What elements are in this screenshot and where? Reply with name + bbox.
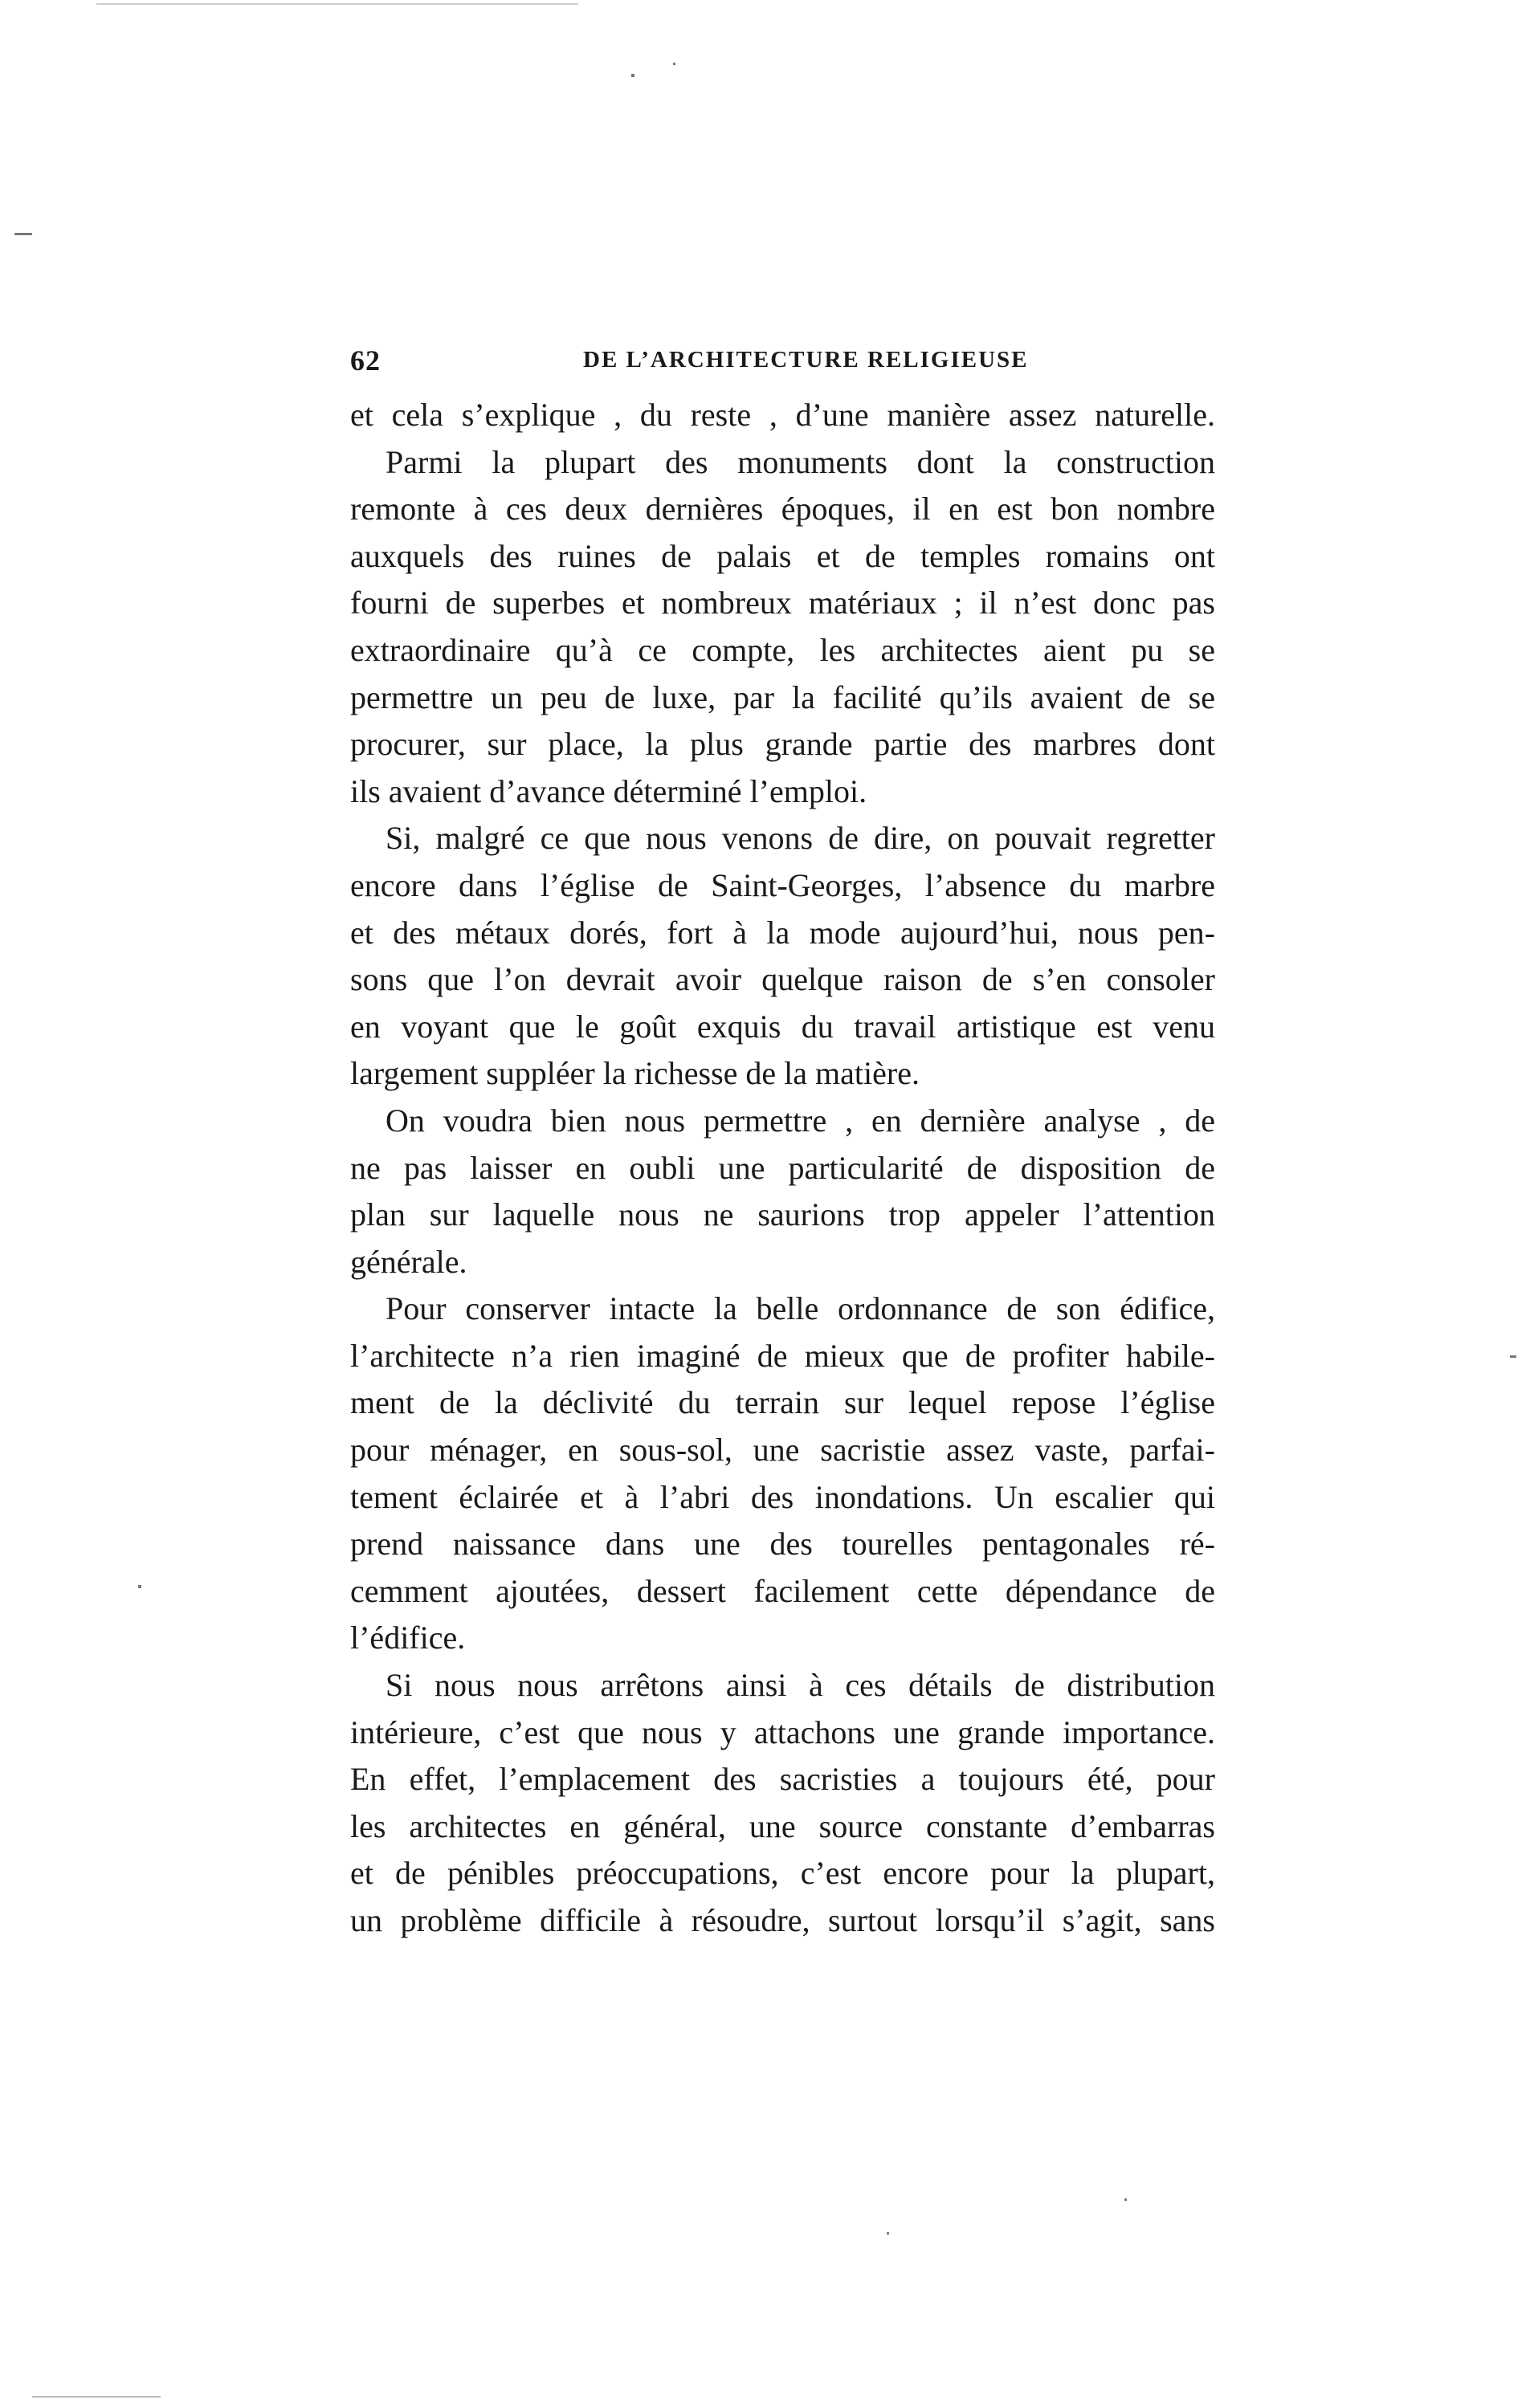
text-line: Pour conserver intacte la belle ordonnance de son édifice,	[386, 1290, 1215, 1327]
text-line: en voyant que le goût exquis du travail artistique est venu	[350, 1008, 1215, 1045]
text-line: encore dans l’église de Saint-Georges, l’absence du marbre	[350, 866, 1215, 903]
scan-speck	[14, 233, 32, 235]
text-line: l’édifice.	[350, 1620, 466, 1656]
scan-speck	[1124, 2198, 1127, 2201]
text-line: Si nous nous arrêtons ainsi à ces détails de distribution	[386, 1667, 1215, 1704]
text-line: procurer, sur place, la plus grande partie des marbres dont	[350, 726, 1215, 763]
running-title: DE L’ARCHITECTURE RELIGIEUSE	[583, 347, 1029, 373]
text-line: prend naissance dans une des tourelles pentagonales ré-	[350, 1526, 1215, 1563]
scan-speck	[887, 2232, 889, 2235]
text-line: pour ménager, en sous-sol, une sacristie assez vaste, parfai-	[350, 1432, 1215, 1469]
text-line: et des métaux dorés, fort à la mode aujourd’hui, nous pen-	[350, 914, 1215, 951]
text-line: tement éclairée et à l’abri des inondations. Un escalier qui	[350, 1478, 1215, 1515]
body-text	[350, 392, 1215, 1945]
text-line: et de pénibles préoccupations, c’est encore pour la plupart,	[350, 1855, 1215, 1892]
text-line: cemment ajoutées, dessert facilement cette dépendance de	[350, 1572, 1215, 1609]
text-line: l’architecte n’a rien imaginé de mieux que de profiter habile-	[350, 1337, 1215, 1374]
text-line: fourni de superbes et nombreux matériaux ; il n’est donc pas	[350, 585, 1215, 621]
text-line: Parmi la plupart des monuments dont la construction	[386, 443, 1215, 480]
scan-speck	[138, 1585, 141, 1588]
scan-speck	[631, 74, 634, 77]
text-line: auxquels des ruines de palais et de temples romains ont	[350, 537, 1215, 574]
text-line: extraordinaire qu’à ce compte, les architectes aient pu se	[350, 631, 1215, 668]
text-line: remonte à ces deux dernières époques, il en est bon nombre	[350, 491, 1215, 528]
text-line: sons que l’on devrait avoir quelque raison de s’en consoler	[350, 961, 1215, 998]
scan-speck	[96, 3, 578, 5]
text-line: permettre un peu de luxe, par la facilité qu’ils avaient de se	[350, 678, 1215, 715]
scan-speck	[32, 2396, 161, 2398]
scan-speck	[1510, 1355, 1516, 1358]
text-line: ils avaient d’avance déterminé l’emploi.	[350, 772, 867, 809]
text-line: On voudra bien nous permettre , en dernière analyse , de	[386, 1102, 1215, 1139]
scan-speck	[673, 63, 675, 65]
text-line: générale.	[350, 1243, 467, 1280]
text-line: plan sur laquelle nous ne saurions trop appeler l’attention	[350, 1196, 1215, 1233]
text-line: les architectes en général, une source constante d’embarras	[350, 1807, 1215, 1844]
text-line: En effet, l’emplacement des sacristies a toujours été, pour	[350, 1761, 1215, 1798]
text-line: ne pas laisser en oubli une particularité de disposition de	[350, 1149, 1215, 1186]
text-line: ment de la déclivité du terrain sur lequel repose l’église	[350, 1384, 1215, 1421]
page-number: 62	[350, 344, 381, 377]
text-line: et cela s’explique , du reste , d’une manière assez naturelle.	[350, 397, 1215, 433]
text-line: un problème difficile à résoudre, surtout lorsqu’il s’agit, sans	[350, 1902, 1215, 1938]
text-line: largement suppléer la richesse de la matière.	[350, 1055, 920, 1092]
text-line: Si, malgré ce que nous venons de dire, on pouvait regretter	[386, 820, 1215, 857]
text-line: intérieure, c’est que nous y attachons une grande importance.	[350, 1713, 1215, 1750]
running-head	[350, 344, 1215, 384]
